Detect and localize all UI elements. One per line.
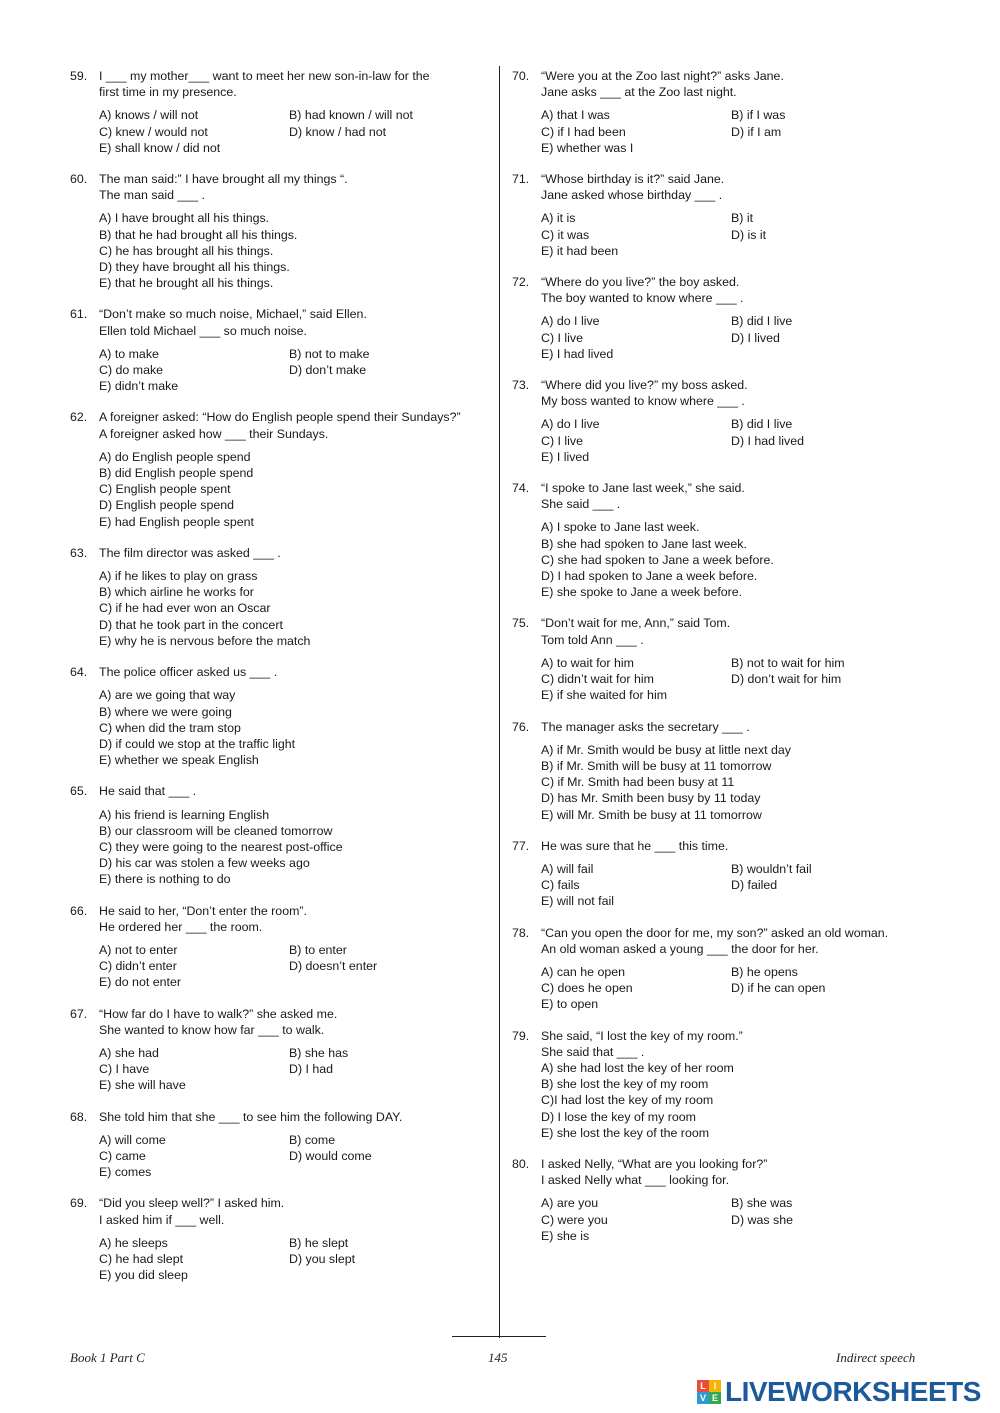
question-67 bbox=[70, 1006, 488, 1094]
answer-options bbox=[512, 210, 930, 259]
question-subtext: I asked Nelly what ___ looking for. bbox=[541, 1173, 730, 1188]
question-line bbox=[512, 719, 930, 735]
question-line bbox=[70, 664, 488, 680]
question-number: 76. bbox=[512, 719, 530, 734]
question-line bbox=[512, 480, 930, 496]
question-line bbox=[512, 1156, 930, 1172]
question-63 bbox=[70, 545, 488, 649]
answer-option[interactable]: D) English people spend bbox=[99, 498, 235, 513]
question-subtext: The man said ___ . bbox=[99, 188, 206, 203]
options-container bbox=[99, 687, 488, 768]
answer-option[interactable]: C) fails bbox=[541, 878, 580, 893]
question-number: 75. bbox=[512, 616, 530, 631]
answer-option[interactable]: C) knew / would not bbox=[99, 124, 208, 139]
answer-option[interactable]: B) she has bbox=[289, 1045, 349, 1060]
question-subtext: I asked him if ___ well. bbox=[99, 1212, 225, 1227]
question-line bbox=[70, 171, 488, 187]
question-number: 64. bbox=[70, 665, 88, 680]
options-container bbox=[99, 1235, 488, 1284]
answer-option[interactable]: C) does he open bbox=[541, 981, 633, 996]
answer-option[interactable]: E) she is bbox=[541, 1228, 590, 1243]
answer-option[interactable]: B) that he had brought all his things. bbox=[99, 227, 298, 242]
question-text: He was sure that he ___ this time. bbox=[541, 838, 729, 853]
answer-options bbox=[70, 346, 488, 395]
options-container bbox=[541, 1195, 930, 1244]
answer-option[interactable]: B) not to wait for him bbox=[731, 655, 845, 670]
answer-option[interactable]: E) it had been bbox=[541, 243, 619, 258]
question-text: “Don’t make so much noise, Michael,” said Ellen. bbox=[99, 307, 367, 322]
question-text: The manager asks the secretary ___ . bbox=[541, 719, 750, 734]
question-number: 68. bbox=[70, 1109, 88, 1124]
answer-option[interactable]: A) she had lost the key of her room bbox=[541, 1060, 734, 1075]
answer-option[interactable]: E) didn’t make bbox=[99, 379, 179, 394]
question-subtext: Ellen told Michael ___ so much noise. bbox=[99, 323, 308, 338]
answer-option[interactable]: E) will not fail bbox=[541, 894, 614, 909]
answer-option[interactable]: B) where we were going bbox=[99, 704, 232, 719]
options-container bbox=[99, 807, 488, 888]
answer-option[interactable]: C) he has brought all his things. bbox=[99, 243, 274, 258]
question-number: 70. bbox=[512, 69, 530, 83]
options-container bbox=[541, 416, 930, 465]
question-subtext: He ordered her ___ the room. bbox=[99, 919, 263, 934]
answer-options bbox=[70, 210, 488, 291]
answer-option[interactable]: E) whether we speak English bbox=[99, 753, 259, 768]
answer-option[interactable]: A) his friend is learning English bbox=[99, 807, 270, 822]
answer-option[interactable]: E) to open bbox=[541, 997, 599, 1012]
options-container bbox=[541, 313, 930, 362]
answer-options bbox=[512, 1195, 930, 1244]
question-text: “I spoke to Jane last week,” she said. bbox=[541, 481, 745, 496]
question-number: 67. bbox=[70, 1006, 88, 1021]
answer-option[interactable]: C) I have bbox=[99, 1062, 150, 1077]
answer-option[interactable]: E) why he is nervous before the match bbox=[99, 633, 311, 648]
options-container bbox=[99, 346, 488, 395]
answer-option[interactable]: A) if Mr. Smith would be busy at little next day bbox=[541, 742, 791, 757]
question-text: “Where do you live?” the boy asked. bbox=[541, 275, 740, 290]
question-71 bbox=[512, 171, 930, 259]
question-text: I ___ my mother___ want to meet her new son-in-law for the bbox=[99, 69, 430, 83]
question-line bbox=[70, 903, 488, 919]
answer-option[interactable]: A) she had bbox=[99, 1045, 159, 1060]
question-number: 71. bbox=[512, 172, 530, 187]
answer-option[interactable]: A) knows / will not bbox=[99, 108, 199, 123]
question-number: 73. bbox=[512, 378, 530, 393]
answer-option[interactable]: C) I live bbox=[541, 433, 583, 448]
answer-option[interactable]: C) were you bbox=[541, 1212, 608, 1227]
answer-option[interactable]: D) they have brought all his things. bbox=[99, 260, 290, 275]
answer-option[interactable]: C) didn’t enter bbox=[99, 959, 177, 974]
options-container bbox=[541, 1060, 930, 1141]
answer-option[interactable]: A) to wait for him bbox=[541, 655, 634, 670]
answer-option[interactable]: E) shall know / did not bbox=[99, 140, 221, 155]
answer-option[interactable]: B) did English people spend bbox=[99, 466, 254, 481]
liveworksheets-logo[interactable] bbox=[697, 1378, 981, 1406]
answer-option[interactable]: B) if I was bbox=[731, 108, 786, 123]
answer-option[interactable]: A) he sleeps bbox=[99, 1235, 168, 1250]
options-container bbox=[99, 210, 488, 291]
answer-option[interactable]: D) if he can open bbox=[731, 981, 826, 996]
answer-option[interactable]: C)I had lost the key of my room bbox=[541, 1093, 714, 1108]
answer-option[interactable]: D) I had lived bbox=[731, 433, 805, 448]
answer-option[interactable]: A) will come bbox=[99, 1132, 166, 1147]
answer-option[interactable]: C) he had slept bbox=[99, 1251, 184, 1266]
answer-option[interactable]: D) know / had not bbox=[289, 124, 387, 139]
answer-option[interactable]: E) whether was I bbox=[541, 140, 634, 155]
question-70 bbox=[512, 68, 930, 156]
answer-option[interactable]: C) didn’t wait for him bbox=[541, 672, 654, 687]
options-container bbox=[541, 861, 930, 910]
question-text: A foreigner asked: “How do English people spend their Sundays?” bbox=[99, 410, 461, 425]
question-77 bbox=[512, 838, 930, 910]
question-text: “Can you open the door for me, my son?” asked an old woman. bbox=[541, 925, 889, 940]
answer-option[interactable]: A) it is bbox=[541, 211, 576, 226]
answer-option[interactable]: E) I had lived bbox=[541, 346, 614, 361]
question-text: “Whose birthday is it?” said Jane. bbox=[541, 172, 725, 187]
question-text: The film director was asked ___ . bbox=[99, 545, 281, 560]
logo-mark-icon bbox=[697, 1380, 721, 1404]
answer-option[interactable]: D) I lived bbox=[731, 330, 780, 345]
answer-option[interactable]: E) comes bbox=[99, 1165, 152, 1180]
logo-mark-letter: E bbox=[709, 1392, 721, 1404]
answer-options bbox=[512, 861, 930, 910]
question-text: He said that ___ . bbox=[99, 784, 197, 799]
logo-mark-letter: I bbox=[709, 1380, 721, 1392]
answer-option[interactable]: D) I lose the key of my room bbox=[541, 1109, 696, 1124]
answer-option[interactable]: D) was she bbox=[731, 1212, 793, 1227]
answer-option[interactable]: E) you did sleep bbox=[99, 1268, 188, 1283]
answer-option[interactable]: E) that he brought all his things. bbox=[99, 276, 274, 291]
question-number: 65. bbox=[70, 784, 88, 799]
answer-options bbox=[70, 107, 488, 156]
answer-option[interactable]: C) she had spoken to Jane a week before. bbox=[541, 552, 774, 567]
options-container bbox=[541, 742, 930, 823]
right-column bbox=[512, 68, 930, 1259]
answer-options bbox=[512, 655, 930, 704]
answer-option[interactable]: E) she will have bbox=[99, 1078, 186, 1093]
question-number: 59. bbox=[70, 69, 88, 83]
question-69 bbox=[70, 1195, 488, 1283]
answer-option[interactable]: B) if Mr. Smith will be busy at 11 tomorrow bbox=[541, 758, 772, 773]
options-container bbox=[99, 1132, 488, 1181]
question-76 bbox=[512, 719, 930, 823]
options-container bbox=[541, 655, 930, 704]
question-subtext: The boy wanted to know where ___ . bbox=[541, 291, 744, 306]
answer-option[interactable]: D) doesn’t enter bbox=[289, 959, 378, 974]
answer-options bbox=[70, 807, 488, 888]
answer-options bbox=[70, 1045, 488, 1094]
answer-option[interactable]: A) do I live bbox=[541, 314, 600, 329]
answer-options bbox=[70, 1235, 488, 1284]
question-subtext: My boss wanted to know where ___ . bbox=[541, 394, 745, 409]
options-container bbox=[99, 568, 488, 649]
question-62 bbox=[70, 409, 488, 529]
answer-options bbox=[70, 568, 488, 649]
question-line bbox=[512, 1028, 930, 1044]
answer-options bbox=[70, 1132, 488, 1181]
answer-option[interactable]: C) if he had ever won an Oscar bbox=[99, 601, 271, 616]
options-container bbox=[541, 519, 930, 600]
answer-option[interactable]: A) will fail bbox=[541, 861, 594, 876]
answer-options bbox=[70, 449, 488, 530]
question-text: “Don’t wait for me, Ann,” said Tom. bbox=[541, 616, 731, 631]
logo-mark-letter: L bbox=[697, 1380, 709, 1392]
question-64 bbox=[70, 664, 488, 768]
answer-options bbox=[512, 742, 930, 823]
column-divider bbox=[499, 66, 500, 1338]
question-text: “Where did you live?” my boss asked. bbox=[541, 378, 748, 393]
footer-section-title: Indirect speech bbox=[836, 1350, 916, 1365]
question-number: 66. bbox=[70, 903, 88, 918]
question-line bbox=[70, 1006, 488, 1022]
question-text: “Were you at the Zoo last night?” asks Jane. bbox=[541, 69, 784, 83]
question-subtext: Tom told Ann ___ . bbox=[541, 632, 644, 647]
answer-option[interactable]: D) I had bbox=[289, 1062, 334, 1077]
answer-option[interactable]: C) when did the tram stop bbox=[99, 720, 241, 735]
answer-options bbox=[70, 942, 488, 991]
question-61 bbox=[70, 306, 488, 394]
answer-option[interactable]: A) not to enter bbox=[99, 942, 178, 957]
question-text: He said to her, “Don’t enter the room”. bbox=[99, 903, 307, 918]
question-number: 77. bbox=[512, 838, 530, 853]
question-line bbox=[70, 783, 488, 799]
question-line bbox=[70, 409, 488, 425]
answer-option[interactable]: C) came bbox=[99, 1148, 146, 1163]
question-number: 62. bbox=[70, 410, 88, 425]
question-text: She said, “I lost the key of my room.” bbox=[541, 1028, 743, 1043]
answer-options bbox=[512, 313, 930, 362]
answer-option[interactable]: D) if could we stop at the traffic light bbox=[99, 736, 296, 751]
options-container bbox=[99, 942, 488, 991]
question-68 bbox=[70, 1109, 488, 1181]
options-container bbox=[541, 107, 930, 156]
answer-option[interactable]: D) I had spoken to Jane a week before. bbox=[541, 569, 758, 584]
answer-option[interactable]: A) I have brought all his things. bbox=[99, 211, 270, 226]
question-subtext: first time in my presence. bbox=[99, 85, 237, 100]
answer-options bbox=[70, 687, 488, 768]
question-subtext: She wanted to know how far ___ to walk. bbox=[99, 1022, 325, 1037]
question-line bbox=[512, 274, 930, 290]
question-65 bbox=[70, 783, 488, 887]
answer-option[interactable]: B) wouldn’t fail bbox=[731, 861, 812, 876]
question-subtext: Jane asked whose birthday ___ . bbox=[541, 188, 723, 203]
answer-options bbox=[512, 416, 930, 465]
question-line bbox=[70, 1109, 488, 1125]
footer-rule bbox=[452, 1336, 546, 1337]
logo-mark-letter: V bbox=[697, 1392, 709, 1404]
question-subtext: She said ___ . bbox=[541, 497, 621, 512]
answer-option[interactable]: E) do not enter bbox=[99, 975, 181, 990]
question-text: She told him that she ___ to see him the following DAY. bbox=[99, 1109, 403, 1124]
answer-option[interactable]: E) she lost the key of the room bbox=[541, 1125, 710, 1140]
question-line bbox=[512, 68, 930, 84]
options-container bbox=[541, 964, 930, 1013]
answer-option[interactable]: E) there is nothing to do bbox=[99, 872, 231, 887]
answer-option[interactable]: D) has Mr. Smith been busy by 11 today bbox=[541, 791, 761, 806]
question-66 bbox=[70, 903, 488, 991]
question-number: 63. bbox=[70, 545, 88, 560]
question-text: “How far do I have to walk?” she asked me. bbox=[99, 1006, 338, 1021]
answer-option[interactable]: D) you slept bbox=[289, 1251, 356, 1266]
question-text: The police officer asked us ___ . bbox=[99, 665, 278, 680]
question-text: “Did you sleep well?” I asked him. bbox=[99, 1196, 285, 1211]
question-number: 60. bbox=[70, 172, 88, 187]
question-subtext: She said that ___ . bbox=[541, 1044, 645, 1059]
answer-option[interactable]: A) are you bbox=[541, 1196, 599, 1211]
question-subtext: A foreigner asked how ___ their Sundays. bbox=[99, 426, 329, 441]
question-number: 74. bbox=[512, 481, 530, 496]
answer-option[interactable]: D) don’t wait for him bbox=[731, 672, 842, 687]
question-line bbox=[512, 171, 930, 187]
answer-option[interactable]: B) did I live bbox=[731, 417, 793, 432]
question-text: I asked Nelly, “What are you looking for?” bbox=[541, 1156, 768, 1171]
answer-option[interactable]: B) he slept bbox=[289, 1235, 349, 1250]
answer-option[interactable]: B) she was bbox=[731, 1196, 793, 1211]
question-line bbox=[70, 306, 488, 322]
answer-option[interactable]: E) she spoke to Jane a week before. bbox=[541, 585, 743, 600]
answer-option[interactable]: B) not to make bbox=[289, 346, 370, 361]
question-line bbox=[70, 545, 488, 561]
question-line bbox=[512, 838, 930, 854]
question-number: 69. bbox=[70, 1196, 88, 1211]
answer-option[interactable]: C) if Mr. Smith had been busy at 11 bbox=[541, 775, 735, 790]
question-60 bbox=[70, 171, 488, 291]
question-59 bbox=[70, 68, 488, 156]
question-subtext: Jane asks ___ at the Zoo last night. bbox=[541, 85, 737, 100]
options-container bbox=[99, 449, 488, 530]
question-number: 72. bbox=[512, 275, 530, 290]
question-number: 61. bbox=[70, 307, 88, 322]
left-column bbox=[70, 68, 488, 1298]
question-line bbox=[512, 925, 930, 941]
answer-option[interactable]: D) is it bbox=[731, 227, 767, 242]
answer-option[interactable]: D) don’t make bbox=[289, 363, 367, 378]
answer-option[interactable]: A) can he open bbox=[541, 964, 626, 979]
question-line bbox=[70, 68, 488, 84]
answer-option[interactable]: C) if I had been bbox=[541, 124, 626, 139]
answer-option[interactable]: C) do make bbox=[99, 363, 164, 378]
question-74 bbox=[512, 480, 930, 600]
footer-book-title: Book 1 Part C bbox=[70, 1350, 145, 1365]
question-73 bbox=[512, 377, 930, 465]
question-number: 80. bbox=[512, 1156, 530, 1171]
question-72 bbox=[512, 274, 930, 362]
answer-option[interactable]: B) did I live bbox=[731, 314, 793, 329]
answer-option[interactable]: B) to enter bbox=[289, 942, 347, 957]
question-79 bbox=[512, 1028, 930, 1141]
question-number: 78. bbox=[512, 925, 530, 940]
question-text: The man said:” I have brought all my things “. bbox=[99, 172, 348, 187]
answer-option[interactable]: D) failed bbox=[731, 878, 778, 893]
answer-option[interactable]: D) his car was stolen a few weeks ago bbox=[99, 856, 310, 871]
options-container bbox=[99, 107, 488, 156]
answer-option[interactable]: E) will Mr. Smith be busy at 11 tomorrow bbox=[541, 807, 762, 822]
answer-option[interactable]: B) she lost the key of my room bbox=[541, 1077, 709, 1092]
answer-option[interactable]: E) if she waited for him bbox=[541, 688, 668, 703]
answer-option[interactable]: B) had known / will not bbox=[289, 108, 413, 123]
question-subtext: An old woman asked a young ___ the door for her. bbox=[541, 941, 819, 956]
answer-options bbox=[512, 519, 930, 600]
options-container bbox=[99, 1045, 488, 1094]
question-line bbox=[512, 377, 930, 393]
question-line bbox=[70, 1195, 488, 1211]
answer-option[interactable]: C) it was bbox=[541, 227, 590, 242]
answer-option[interactable]: A) are we going that way bbox=[99, 688, 236, 703]
answer-option[interactable]: B) she had spoken to Jane last week. bbox=[541, 536, 747, 551]
answer-option[interactable]: B) he opens bbox=[731, 964, 798, 979]
question-number: 79. bbox=[512, 1028, 530, 1043]
answer-option[interactable]: A) to make bbox=[99, 346, 159, 361]
question-line bbox=[512, 615, 930, 631]
answer-option[interactable]: E) had English people spent bbox=[99, 514, 254, 529]
answer-option[interactable]: A) that I was bbox=[541, 108, 610, 123]
answer-options bbox=[512, 964, 930, 1013]
answer-option[interactable]: B) which airline he works for bbox=[99, 585, 254, 600]
answer-option[interactable]: D) that he took part in the concert bbox=[99, 617, 283, 632]
answer-options bbox=[512, 1060, 930, 1141]
answer-options bbox=[512, 107, 930, 156]
answer-option[interactable]: C) I live bbox=[541, 330, 583, 345]
answer-option[interactable]: B) it bbox=[731, 211, 754, 226]
answer-option[interactable]: B) come bbox=[289, 1132, 336, 1147]
answer-option[interactable]: C) English people spent bbox=[99, 482, 231, 497]
question-78 bbox=[512, 925, 930, 1013]
answer-option[interactable]: A) I spoke to Jane last week. bbox=[541, 520, 700, 535]
answer-option[interactable]: A) if he likes to play on grass bbox=[99, 569, 258, 584]
answer-option[interactable]: A) do I live bbox=[541, 417, 600, 432]
answer-option[interactable]: B) our classroom will be cleaned tomorrow bbox=[99, 823, 333, 838]
answer-option[interactable]: A) do English people spend bbox=[99, 449, 251, 464]
logo-text: LIVEWORKSHEETS bbox=[725, 1376, 981, 1407]
options-container bbox=[541, 210, 930, 259]
answer-option[interactable]: E) I lived bbox=[541, 449, 590, 464]
question-80 bbox=[512, 1156, 930, 1244]
answer-option[interactable]: D) would come bbox=[289, 1148, 372, 1163]
footer-page-number: 145 bbox=[488, 1350, 508, 1365]
answer-option[interactable]: C) they were going to the nearest post-office bbox=[99, 839, 343, 854]
question-75 bbox=[512, 615, 930, 703]
answer-option[interactable]: D) if I am bbox=[731, 124, 782, 139]
